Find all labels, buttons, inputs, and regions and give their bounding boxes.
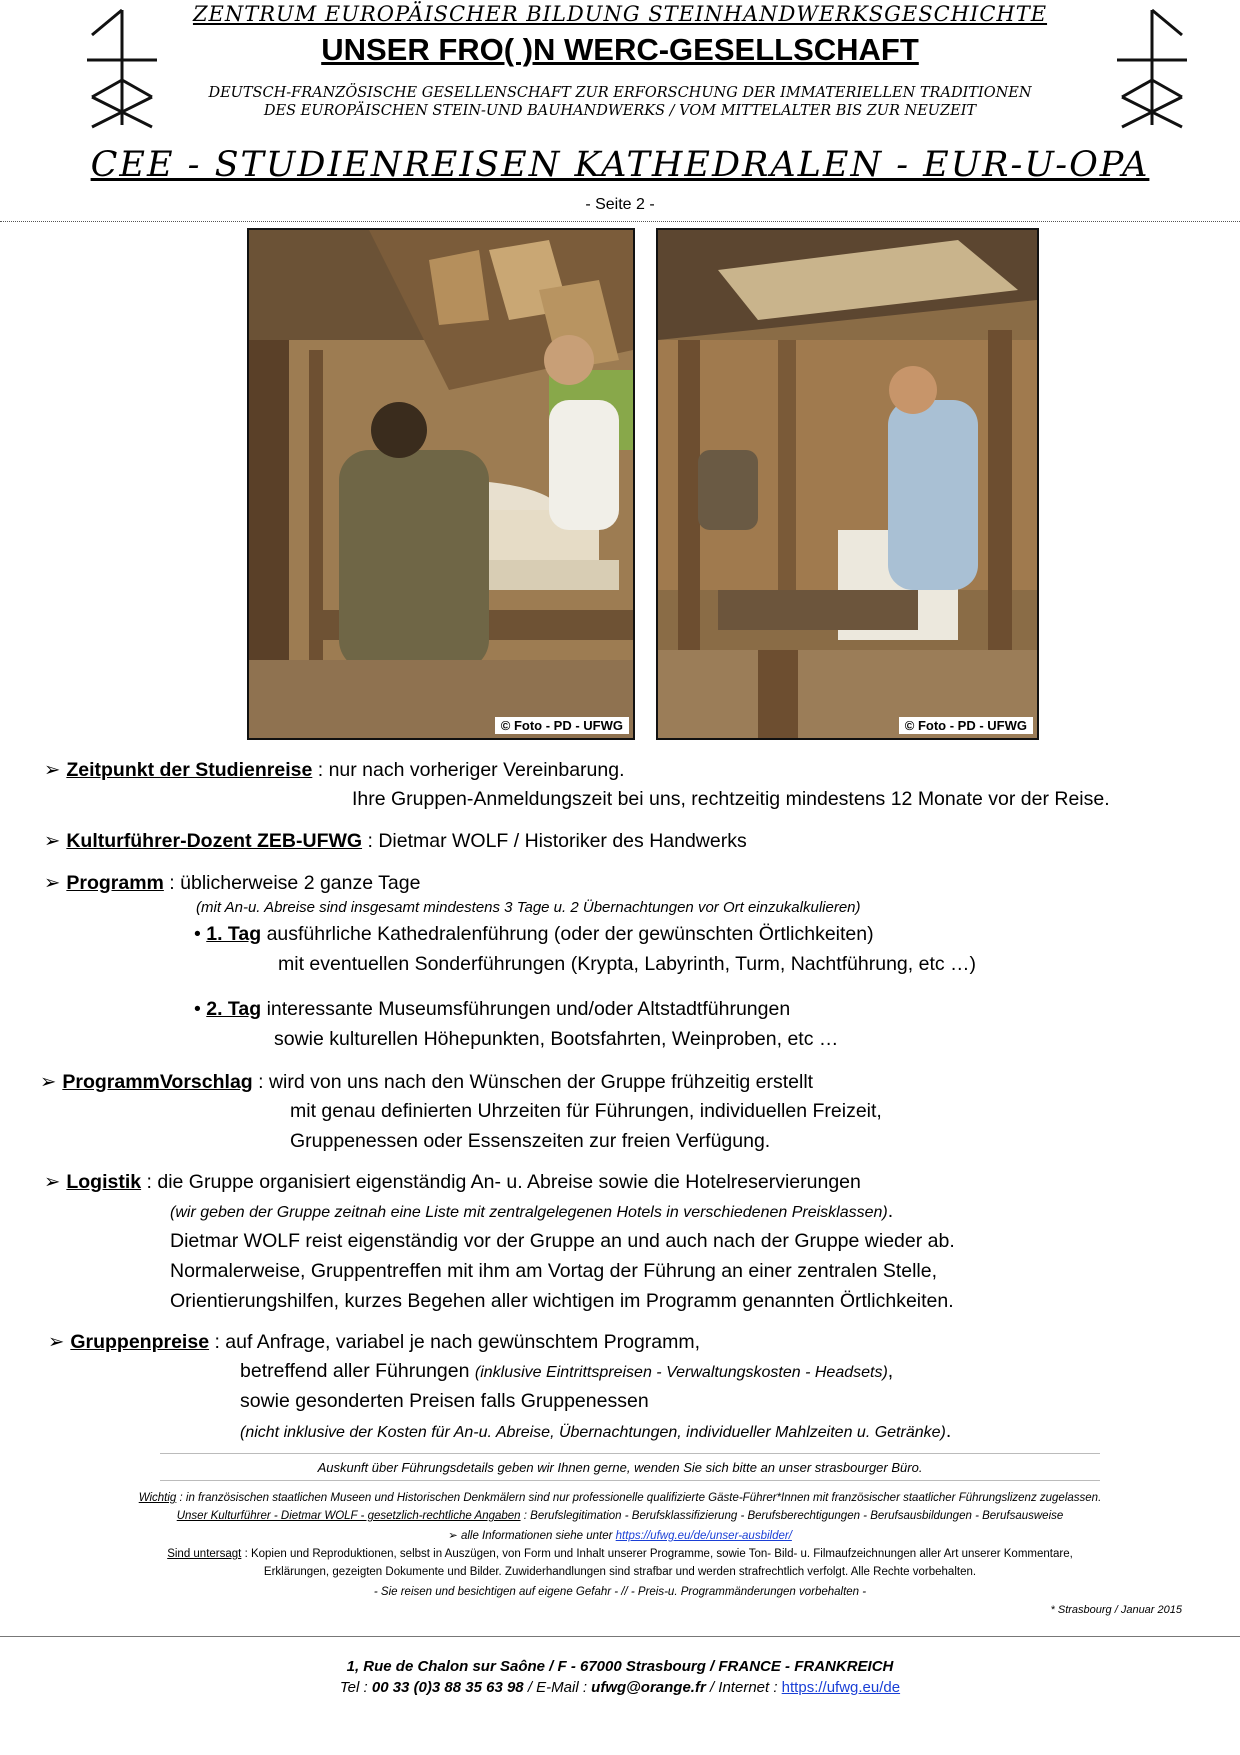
section-kulturfuehrer	[44, 829, 747, 853]
preise-text-2-line	[240, 1360, 893, 1383]
section-programm	[44, 871, 420, 895]
logistik-text-1: : die Gruppe organisiert eigenständig An- u. Abreise sowie die Hotelreservierungen	[141, 1171, 861, 1193]
tag1-label: 1. Tag	[206, 923, 262, 945]
logistik-text-4: Orientierungshilfen, kurzes Begehen aller wichtigen im Programm genannten Örtlichkeiten.	[170, 1290, 954, 1312]
footer-divider	[0, 1636, 1240, 1637]
vorschlag-text-1: : wird von uns nach den Wünschen der Gruppe frühzeitig erstellt	[252, 1071, 814, 1093]
footer-address: 1, Rue de Chalon sur Saône / F - 67000 Strasbourg / FRANCE - FRANKREICH	[346, 1658, 894, 1675]
tag2-text-2: sowie kulturellen Höhepunkten, Bootsfahrten, Weinproben, etc …	[274, 1028, 839, 1050]
logistik-text-2: Dietmar WOLF reist eigenständig vor der Gruppe an und auch nach der Gruppe wieder ab.	[170, 1230, 955, 1252]
logistik-label: Logistik	[66, 1171, 142, 1193]
kultur-line	[0, 1510, 1240, 1522]
bullet-arrow-icon: ➢	[44, 759, 61, 781]
bullet-dot-icon: •	[194, 923, 207, 945]
programm-tag2	[194, 998, 790, 1021]
preise-text-4-end: .	[945, 1420, 952, 1442]
logistik-note-end: .	[887, 1200, 894, 1222]
kultur-text: : Berufslegitimation - Berufsklassifizierung - Berufsberechtigungen - Berufsausbildungen - Berufsausweise	[520, 1510, 1064, 1522]
logistik-note-line	[170, 1200, 893, 1223]
mail-value[interactable]: ufwg@orange.fr	[591, 1679, 706, 1696]
bullet-dot-icon: •	[194, 998, 207, 1020]
bullet-arrow-icon: ➢	[40, 1071, 57, 1093]
web-label: / Internet :	[705, 1679, 782, 1696]
gefahr-text: - Sie reisen und besichtigen auf eigene Gefahr - // - Preis-u. Programmänderungen vorbehalten -	[373, 1586, 867, 1598]
zeitpunkt-text-2: Ihre Gruppen-Anmeldungszeit bei uns, rechtzeitig mindestens 12 Monate vor der Reise.	[352, 788, 1110, 810]
info-text: ➢ alle Informationen siehe unter	[448, 1530, 616, 1542]
fineprint-divider-2	[160, 1480, 1100, 1481]
bullet-arrow-icon: ➢	[44, 830, 61, 852]
web-link[interactable]: https://ufwg.eu/de	[781, 1679, 901, 1696]
wichtig-line	[0, 1492, 1240, 1504]
header-subtitle-line-2: DES EUROPÄISCHEN STEIN-UND BAUHANDWERKS / VOM MITTELALTER BIS ZUR NEUZEIT	[263, 103, 977, 119]
preise-text-4-italic: (nicht inklusive der Kosten für An-u. Abreise, Übernachtungen, individueller Mahlzeiten u. Getränke)	[240, 1424, 946, 1441]
preise-text-2-end: ,	[887, 1360, 894, 1382]
photo-workshop-2	[656, 228, 1039, 740]
auskunft-text: Auskunft über Führungsdetails geben wir Ihnen gerne, wenden Sie sich bitte an unser strasbourger Büro.	[317, 1460, 923, 1475]
info-line	[0, 1528, 1240, 1542]
vorschlag-label: ProgrammVorschlag	[62, 1071, 253, 1093]
programm-label: Programm	[66, 872, 164, 894]
header-divider	[0, 221, 1240, 222]
kultur-label: Unser Kulturführer - Dietmar WOLF - gesetzlich-rechtliche Angaben	[176, 1510, 521, 1522]
photo-workshop-1-scene	[249, 230, 633, 738]
untersagt-text: : Kopien und Reproduktionen, selbst in Auszügen, von Form und Inhalt unserer Programme, sowie Ton- Bild- u. Filmaufzeichnungen aller Art unserer Kommentare,	[241, 1548, 1073, 1560]
logistik-text-3: Normalerweise, Gruppentreffen mit ihm am Vortag der Führung an einer zentralen Stelle,	[170, 1260, 938, 1282]
photo-credit-2: © Foto - PD - UFWG	[899, 717, 1033, 734]
section-zeitpunkt	[44, 758, 625, 782]
footer-contact	[0, 1679, 1240, 1696]
datum-text: * Strasbourg / Januar 2015	[1050, 1604, 1182, 1616]
wichtig-text: : in französischen staatlichen Museen und Historischen Denkmälern sind nur professionelle qualifizierte Gäste-Führer*Innen mit französischer staatlicher Führungslizenz zugelassen.	[176, 1492, 1102, 1504]
header-society: UNSER FRO( )N WERC-GESELLSCHAFT	[321, 32, 919, 67]
bullet-arrow-icon: ➢	[44, 1171, 61, 1193]
vorschlag-text-3: Gruppenessen oder Essenszeiten zur freien Verfügung.	[290, 1130, 771, 1152]
page-title: CEE - STUDIENREISEN KATHEDRALEN - EUR-U-OPA	[90, 145, 1150, 185]
header-subtitle	[0, 84, 1240, 120]
programm-tag1	[194, 923, 874, 946]
tag1-text-2: mit eventuellen Sonderführungen (Krypta, Labyrinth, Turm, Nachtführung, etc …)	[278, 953, 977, 975]
preise-text-2-italic: (inklusive Eintrittspreisen - Verwaltungskosten - Headsets)	[474, 1364, 888, 1381]
preise-text-4-line	[240, 1420, 951, 1443]
ausbilder-link[interactable]: https://ufwg.eu/de/unser-ausbilder/	[615, 1530, 792, 1542]
mail-label: / E-Mail :	[523, 1679, 592, 1696]
header-subtitle-line-1: DEUTSCH-FRANZÖSISCHE GESELLENSCHAFT ZUR ERFORSCHUNG DER IMMATERIELLEN TRADITIONEN	[208, 85, 1032, 101]
programm-text: : üblicherweise 2 ganze Tage	[163, 872, 421, 894]
preise-text-3: sowie gesonderten Preisen falls Gruppenessen	[240, 1390, 649, 1412]
fineprint-divider	[160, 1453, 1100, 1454]
bullet-arrow-icon: ➢	[44, 872, 61, 894]
tel-label: Tel :	[339, 1679, 372, 1696]
photo-workshop-2-scene	[658, 230, 1037, 738]
untersagt-line	[0, 1548, 1240, 1560]
kulturfuehrer-text: : Dietmar WOLF / Historiker des Handwerks	[362, 830, 747, 852]
page-number: - Seite 2 -	[585, 196, 655, 213]
preise-text-1: : auf Anfrage, variabel je nach gewünschtem Programm,	[209, 1331, 701, 1353]
zeitpunkt-text: : nur nach vorheriger Vereinbarung.	[312, 759, 625, 781]
photo-workshop-1	[247, 228, 635, 740]
header-institute: ZENTRUM EUROPÄISCHER BILDUNG STEINHANDWERKSGESCHICHTE	[192, 2, 1048, 26]
bullet-arrow-icon: ➢	[48, 1331, 65, 1353]
tel-value: 00 33 (0)3 88 35 63 98	[371, 1679, 524, 1696]
wichtig-label: Wichtig	[138, 1492, 177, 1504]
preise-label: Gruppenpreise	[70, 1331, 210, 1353]
zeitpunkt-label: Zeitpunkt der Studienreise	[66, 759, 313, 781]
section-logistik	[44, 1170, 861, 1194]
tag1-text-1: ausführliche Kathedralenführung (oder der gewünschten Örtlichkeiten)	[261, 923, 874, 945]
section-vorschlag	[40, 1070, 813, 1094]
tag2-label: 2. Tag	[206, 998, 262, 1020]
tag2-text-1: interessante Museumsführungen und/oder Altstadtführungen	[261, 998, 791, 1020]
logistik-note: (wir geben der Gruppe zeitnah eine Liste mit zentralgelegenen Hotels in verschiedenen Preisklassen)	[170, 1204, 888, 1221]
vorschlag-text-2: mit genau definierten Uhrzeiten für Führungen, individuellen Freizeit,	[290, 1100, 882, 1122]
untersagt-text-2: Erklärungen, gezeigten Dokumente und Bilder. Zuwiderhandlungen sind strafbar und werden strafrechtlich verfolgt. Alle Rechte vorbehalten.	[263, 1566, 977, 1578]
photo-credit-1: © Foto - PD - UFWG	[495, 717, 629, 734]
programm-note: (mit An-u. Abreise sind insgesamt mindestens 3 Tage u. 2 Übernachtungen vor Ort einzukalkulieren)	[196, 899, 861, 916]
untersagt-label: Sind untersagt	[167, 1548, 242, 1560]
kulturfuehrer-label: Kulturführer-Dozent ZEB-UFWG	[66, 830, 363, 852]
preise-text-2: betreffend aller Führungen	[240, 1360, 475, 1382]
section-preise	[48, 1330, 700, 1354]
